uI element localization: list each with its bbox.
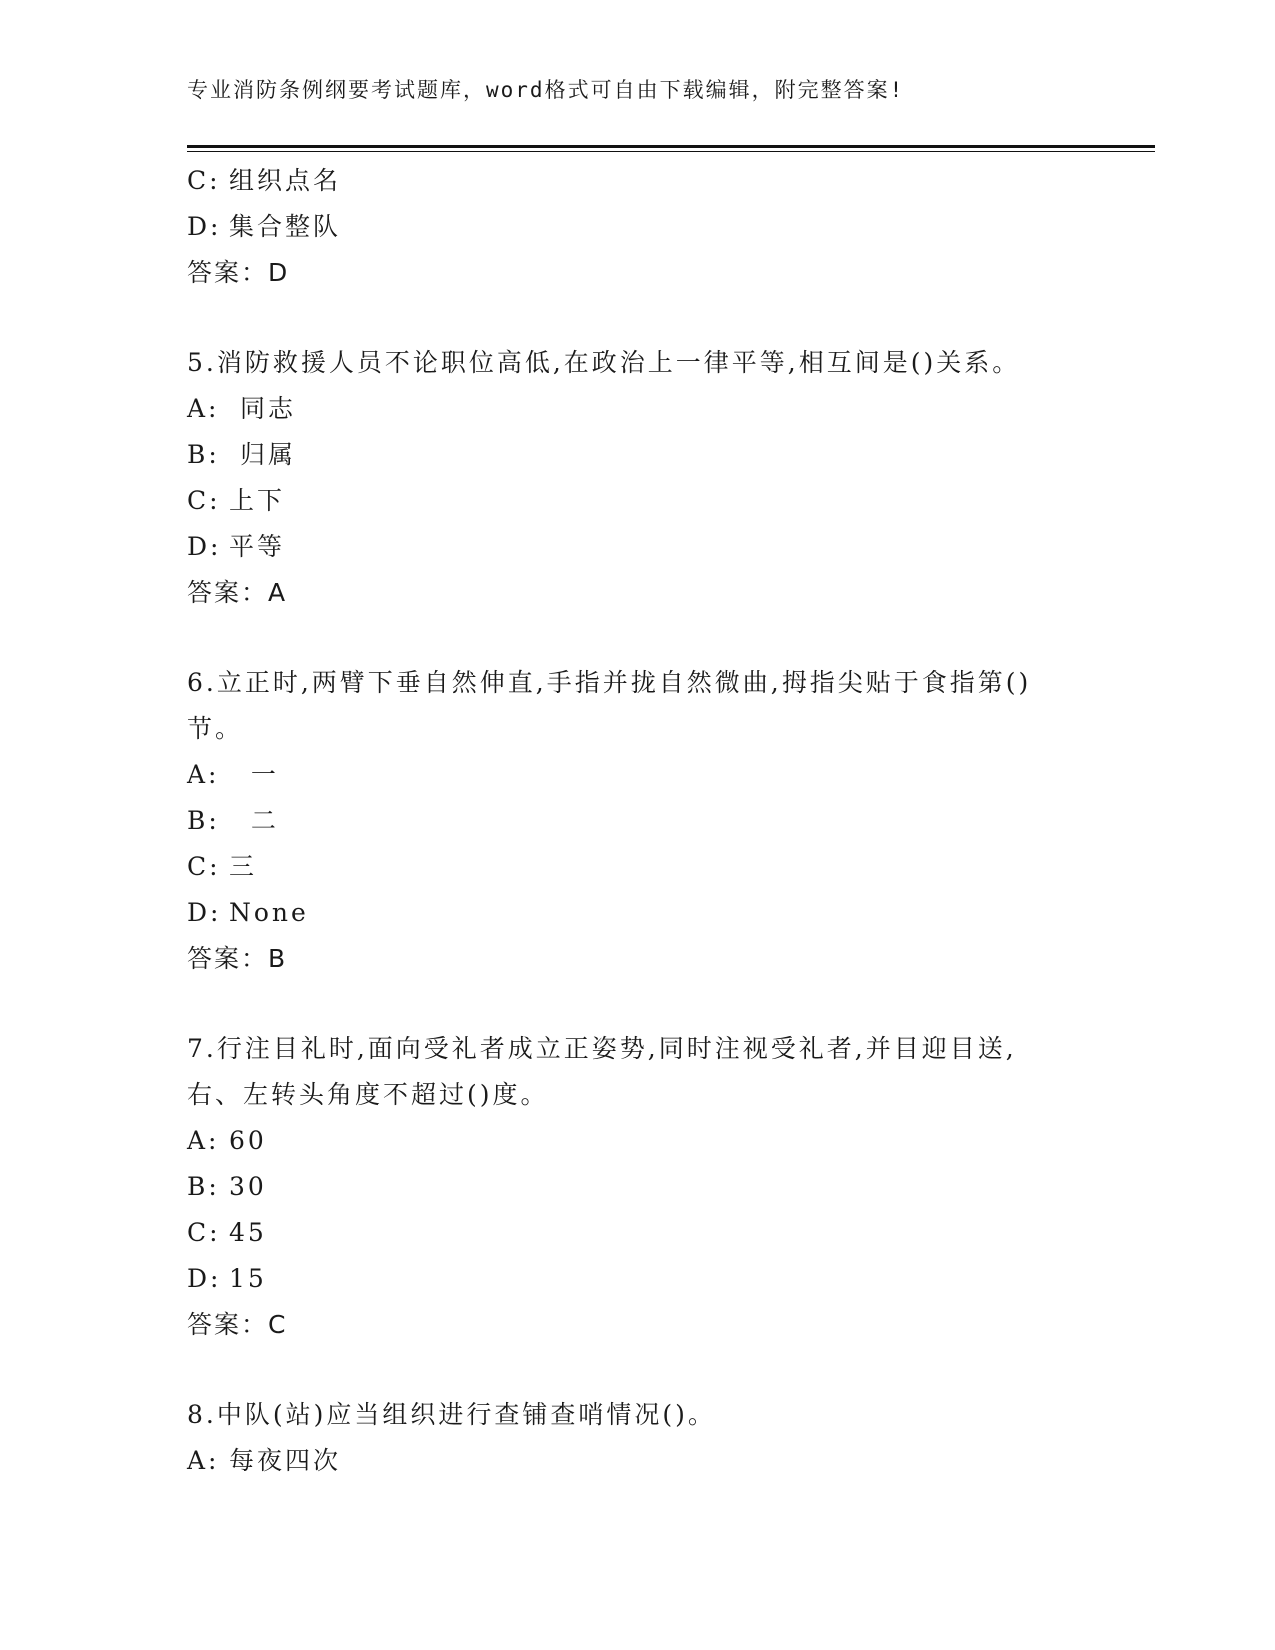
option-a xyxy=(187,752,1087,798)
question-block-5 xyxy=(187,340,1087,616)
option-letter: C: xyxy=(187,852,221,881)
question-block-7 xyxy=(187,1026,1087,1348)
option-text: 一 xyxy=(229,760,279,789)
option-letter: A: xyxy=(187,760,220,789)
question-text-continued: 节。 xyxy=(187,714,244,743)
option-letter: D: xyxy=(187,1264,222,1293)
option-letter: C: xyxy=(187,486,221,515)
option-text: None xyxy=(229,898,309,927)
option-text: 二 xyxy=(229,806,279,835)
question-text-continued: 右、左转头角度不超过()度。 xyxy=(187,1080,549,1109)
option-a xyxy=(187,386,1087,432)
question-text: 6.立正时,两臂下垂自然伸直,手指并拢自然微曲,拇指尖贴于食指第() xyxy=(187,668,1032,697)
option-letter: A: xyxy=(187,1126,220,1155)
question-block-8 xyxy=(187,1392,1087,1484)
option-text: 平等 xyxy=(229,532,286,561)
question-block-partial xyxy=(187,158,1087,296)
header-rule-thick xyxy=(187,145,1155,148)
spacer xyxy=(187,616,1087,660)
option-text: 15 xyxy=(229,1264,267,1293)
option-text: 上下 xyxy=(229,486,286,515)
question-block-6 xyxy=(187,660,1087,982)
option-letter: B: xyxy=(187,440,220,469)
header-rule-thin xyxy=(187,151,1155,152)
answer-line: 答案：B xyxy=(187,944,288,973)
answer-line: 答案：D xyxy=(187,258,290,287)
question-text: 5.消防救援人员不论职位高低,在政治上一律平等,相互间是()关系。 xyxy=(187,348,1021,377)
option-d xyxy=(187,1256,1087,1302)
option-text: 60 xyxy=(229,1126,267,1155)
option-a xyxy=(187,1438,1087,1484)
option-text: 同志 xyxy=(229,394,296,423)
option-letter: C: xyxy=(187,166,221,195)
question-list xyxy=(187,158,1087,1484)
option-letter: A: xyxy=(187,394,220,423)
option-text: 每夜四次 xyxy=(229,1446,342,1475)
spacer xyxy=(187,982,1087,1026)
option-text: 45 xyxy=(229,1218,267,1247)
option-text: 组织点名 xyxy=(229,166,342,195)
option-letter: D: xyxy=(187,532,222,561)
option-d xyxy=(187,204,1087,250)
page-header: 专业消防条例纲要考试题库，word格式可自由下载编辑，附完整答案! xyxy=(187,78,905,102)
option-a xyxy=(187,1118,1087,1164)
answer-line: 答案：C xyxy=(187,1310,288,1339)
option-b xyxy=(187,432,1087,478)
option-letter: B: xyxy=(187,806,220,835)
option-c xyxy=(187,158,1087,204)
option-b xyxy=(187,798,1087,844)
option-b xyxy=(187,1164,1087,1210)
option-c xyxy=(187,844,1087,890)
option-text: 集合整队 xyxy=(229,212,342,241)
option-letter: B: xyxy=(187,1172,220,1201)
spacer xyxy=(187,1348,1087,1392)
option-d xyxy=(187,890,1087,936)
question-text: 7.行注目礼时,面向受礼者成立正姿势,同时注视受礼者,并目迎目送, xyxy=(187,1034,1017,1063)
option-letter: D: xyxy=(187,898,222,927)
option-d xyxy=(187,524,1087,570)
question-text: 8.中队(站)应当组织进行查铺查哨情况()。 xyxy=(187,1400,716,1429)
option-c xyxy=(187,1210,1087,1256)
option-letter: A: xyxy=(187,1446,220,1475)
option-letter: C: xyxy=(187,1218,221,1247)
option-text: 归属 xyxy=(229,440,296,469)
option-letter: D: xyxy=(187,212,222,241)
option-text: 30 xyxy=(229,1172,267,1201)
option-c xyxy=(187,478,1087,524)
answer-line: 答案：A xyxy=(187,578,288,607)
spacer xyxy=(187,296,1087,340)
option-text: 三 xyxy=(229,852,258,881)
